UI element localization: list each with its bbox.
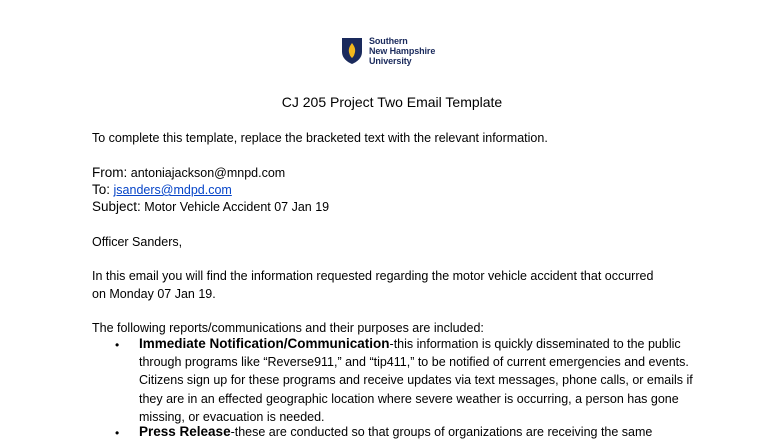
subject-value: Motor Vehicle Accident 07 Jan 19 <box>144 200 330 214</box>
to-email-link[interactable]: jsanders@mdpd.com <box>113 183 232 197</box>
list-item-title: Immediate Notification/Communication <box>139 336 390 351</box>
list-item-text: -these are conducted so that groups of organizations are receiving the same <box>230 425 653 439</box>
list-item-title: Press Release <box>139 424 231 439</box>
intro-line-1: In this email you will find the information requested regarding the motor vehicle accident that occurred <box>92 269 654 283</box>
logo-line-2: New Hampshire <box>369 46 436 56</box>
greeting-text: Officer Sanders, <box>92 235 183 249</box>
flame-shield-icon <box>341 37 363 65</box>
to-row: To: jsanders@mdpd.com <box>92 182 232 197</box>
bullet-icon: • <box>115 338 120 352</box>
to-label: To <box>92 182 107 197</box>
page-title: CJ 205 Project Two Email Template <box>281 94 503 110</box>
subject-label: Subject <box>92 199 138 214</box>
from-label: From <box>92 165 124 180</box>
list-item <box>139 423 699 441</box>
list-intro-text: The following reports/communications and their purposes are included: <box>92 321 484 335</box>
bullet-icon: • <box>115 426 120 440</box>
subject-row: Subject: Motor Vehicle Accident 07 Jan 19 <box>92 199 330 214</box>
list-item-text: -this information is quickly disseminated to the public through programs like “Reverse911,” and “tip411,” to be notified of current emergencies and events. Citizens sign up for these programs and receive updates via text messages, phone calls, or emails if they are in an effected geographic location where severe weather is occurring, a person has gone missing, or evacuation is needed. <box>139 337 693 424</box>
logo-line-3: University <box>369 56 412 66</box>
instructions-text: To complete this template, replace the bracketed text with the relevant information. <box>92 131 548 145</box>
from-value: antoniajackson@mnpd.com <box>130 166 286 180</box>
logo-wordmark <box>369 36 435 66</box>
list-item <box>139 335 699 426</box>
university-logo <box>341 36 435 66</box>
from-row: From: antoniajackson@mnpd.com <box>92 165 286 180</box>
intro-line-2: on Monday 07 Jan 19. <box>92 287 216 301</box>
logo-line-1: Southern <box>369 36 408 46</box>
